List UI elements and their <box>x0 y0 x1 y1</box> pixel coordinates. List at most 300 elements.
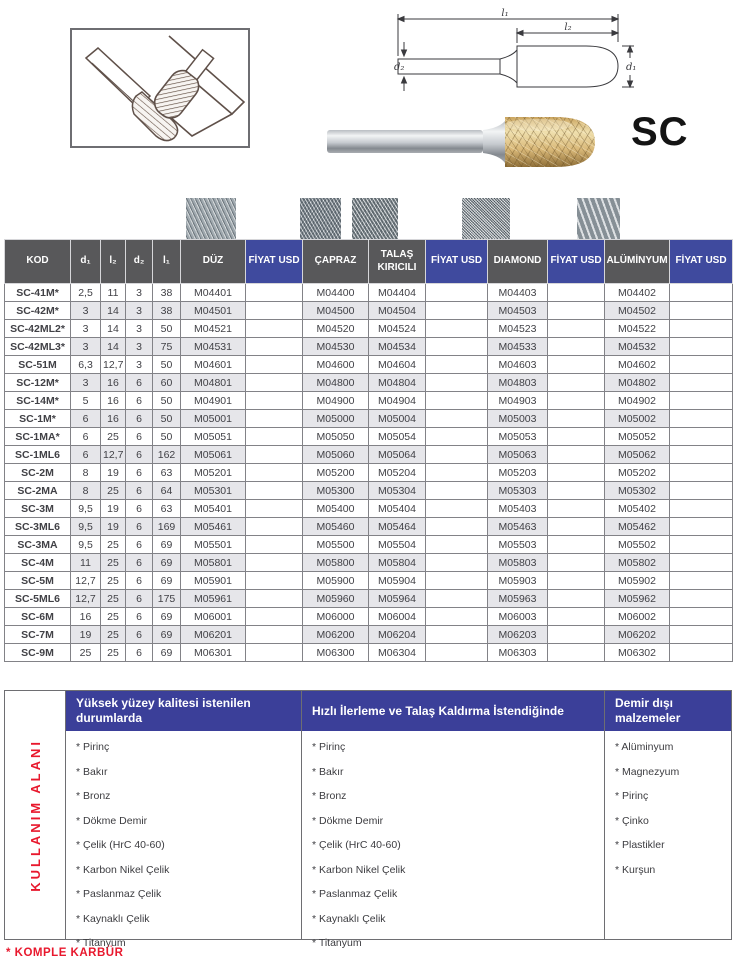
dimension-diagram <box>390 6 640 106</box>
cell-fiyat <box>246 374 303 392</box>
cell-fiyat <box>670 338 733 356</box>
cell-dim: 6 <box>126 518 153 536</box>
cell-fiyat <box>548 464 605 482</box>
cell-dim: 25 <box>101 482 126 500</box>
cell-code: M05061 <box>181 446 246 464</box>
dim-label-l1: l₁ <box>501 8 509 19</box>
table-row <box>5 626 733 644</box>
cell-fiyat <box>548 410 605 428</box>
cell-dim: 69 <box>153 608 181 626</box>
cell-dim: 60 <box>153 374 181 392</box>
cell-code: M04404 <box>369 284 426 302</box>
product-table <box>4 239 733 662</box>
cell-kod: SC-51M <box>5 356 71 374</box>
cell-code: M05301 <box>181 482 246 500</box>
cell-code: M06201 <box>181 626 246 644</box>
deburring-sketch-svg <box>72 30 248 146</box>
talas-kiricili-texture-thumbnail <box>352 198 398 239</box>
cell-fiyat <box>246 518 303 536</box>
table-row <box>5 644 733 662</box>
cell-code: M05901 <box>181 572 246 590</box>
cell-fiyat <box>670 428 733 446</box>
usage-item: * Bakır <box>76 765 108 778</box>
usage-item: * Karbon Nikel Çelik <box>312 863 406 876</box>
table-row <box>5 320 733 338</box>
cell-fiyat <box>548 554 605 572</box>
cell-code: M06300 <box>303 644 369 662</box>
usage-item-list <box>605 731 731 888</box>
cell-dim: 3 <box>71 320 101 338</box>
column-header-8: TALAŞ KIRICILI <box>369 240 426 284</box>
table-row <box>5 302 733 320</box>
cell-fiyat <box>246 572 303 590</box>
cell-code: M05003 <box>488 410 548 428</box>
cell-code: M05500 <box>303 536 369 554</box>
usage-item: * Magnezyum <box>615 765 680 778</box>
cell-dim: 6 <box>126 428 153 446</box>
cell-kod: SC-5M <box>5 572 71 590</box>
cell-dim: 3 <box>71 374 101 392</box>
cell-dim: 75 <box>153 338 181 356</box>
cell-dim: 14 <box>101 302 126 320</box>
usage-item: * Titanyum <box>76 937 126 949</box>
cell-dim: 9,5 <box>71 500 101 518</box>
cell-code: M05203 <box>488 464 548 482</box>
cell-kod: SC-42M* <box>5 302 71 320</box>
cell-dim: 25 <box>101 572 126 590</box>
column-header-3: d₂ <box>126 240 153 284</box>
cell-dim: 12,7 <box>101 356 126 374</box>
cell-fiyat <box>246 392 303 410</box>
cell-dim: 3 <box>71 302 101 320</box>
column-header-2: l₂ <box>101 240 126 284</box>
cell-code: M05964 <box>369 590 426 608</box>
cell-kod: SC-7M <box>5 626 71 644</box>
cell-code: M05463 <box>488 518 548 536</box>
cell-code: M06304 <box>369 644 426 662</box>
cell-dim: 6 <box>126 572 153 590</box>
duz-texture-thumbnail <box>186 198 236 239</box>
cell-dim: 6 <box>126 644 153 662</box>
cell-fiyat <box>426 464 488 482</box>
cell-fiyat <box>426 572 488 590</box>
cell-fiyat <box>548 536 605 554</box>
cell-code: M04503 <box>488 302 548 320</box>
cell-code: M04502 <box>605 302 670 320</box>
cell-fiyat <box>548 644 605 662</box>
cell-code: M05060 <box>303 446 369 464</box>
cell-fiyat <box>548 338 605 356</box>
cell-dim: 64 <box>153 482 181 500</box>
cell-kod: SC-42ML2* <box>5 320 71 338</box>
cell-code: M05962 <box>605 590 670 608</box>
cell-fiyat <box>670 302 733 320</box>
cell-code: M04533 <box>488 338 548 356</box>
cell-code: M04522 <box>605 320 670 338</box>
cell-fiyat <box>670 536 733 554</box>
usage-item: * Bronz <box>312 790 347 802</box>
cell-fiyat <box>426 536 488 554</box>
table-row <box>5 464 733 482</box>
cell-code: M04600 <box>303 356 369 374</box>
cell-fiyat <box>246 302 303 320</box>
usage-item: * Çelik (HrC 40-60) <box>76 839 165 851</box>
cell-dim: 25 <box>101 608 126 626</box>
cell-code: M05302 <box>605 482 670 500</box>
cell-fiyat <box>548 374 605 392</box>
cell-dim: 38 <box>153 302 181 320</box>
cell-fiyat <box>426 554 488 572</box>
cell-fiyat <box>548 482 605 500</box>
cell-kod: SC-1M* <box>5 410 71 428</box>
cell-dim: 11 <box>101 284 126 302</box>
sc-burr-product-photo <box>323 103 623 181</box>
cell-code: M04504 <box>369 302 426 320</box>
cell-kod: SC-12M* <box>5 374 71 392</box>
column-header-12: ALÜMİNYUM <box>605 240 670 284</box>
cell-fiyat <box>548 572 605 590</box>
cell-dim: 6 <box>126 626 153 644</box>
usage-item: * Pirinç <box>76 741 110 753</box>
cell-code: M05050 <box>303 428 369 446</box>
cell-fiyat <box>670 446 733 464</box>
usage-item: * Plastikler <box>615 839 665 851</box>
cell-fiyat <box>246 428 303 446</box>
table-row <box>5 284 733 302</box>
cell-code: M05802 <box>605 554 670 572</box>
cell-code: M05504 <box>369 536 426 554</box>
cell-dim: 25 <box>101 554 126 572</box>
usage-title-cell <box>5 691 66 939</box>
cell-fiyat <box>548 626 605 644</box>
usage-item: * Karbon Nikel Çelik <box>76 863 170 876</box>
cell-code: M05461 <box>181 518 246 536</box>
cell-code: M04501 <box>181 302 246 320</box>
table-row <box>5 428 733 446</box>
cell-dim: 25 <box>101 644 126 662</box>
dim-label-l2: l₂ <box>564 22 572 33</box>
usage-item: * Kurşun <box>615 863 656 876</box>
cell-code: M06301 <box>181 644 246 662</box>
cell-fiyat <box>246 608 303 626</box>
cell-dim: 19 <box>101 500 126 518</box>
cell-dim: 8 <box>71 464 101 482</box>
usage-item: * Paslanmaz Çelik <box>76 888 162 900</box>
cell-code: M05404 <box>369 500 426 518</box>
cell-dim: 3 <box>126 356 153 374</box>
cell-dim: 16 <box>71 608 101 626</box>
cell-code: M05503 <box>488 536 548 554</box>
cell-code: M05200 <box>303 464 369 482</box>
cell-code: M04500 <box>303 302 369 320</box>
cell-dim: 19 <box>101 518 126 536</box>
table-header-row <box>5 240 733 284</box>
column-header-13: FİYAT USD <box>670 240 733 284</box>
usage-item: * Dökme Demir <box>76 814 148 827</box>
cell-kod: SC-3ML6 <box>5 518 71 536</box>
capraz-texture-thumbnail <box>300 198 341 239</box>
cell-fiyat <box>426 338 488 356</box>
cell-dim: 6 <box>126 410 153 428</box>
table-row <box>5 356 733 374</box>
cell-fiyat <box>246 644 303 662</box>
cell-dim: 50 <box>153 392 181 410</box>
cell-code: M04903 <box>488 392 548 410</box>
table-row <box>5 446 733 464</box>
cell-dim: 16 <box>101 374 126 392</box>
column-header-9: FİYAT USD <box>426 240 488 284</box>
cell-kod: SC-2MA <box>5 482 71 500</box>
cell-fiyat <box>548 446 605 464</box>
cell-dim: 25 <box>101 626 126 644</box>
usage-item-list <box>302 731 604 962</box>
table-row <box>5 410 733 428</box>
cell-dim: 9,5 <box>71 536 101 554</box>
cell-code: M05800 <box>303 554 369 572</box>
cell-code: M05002 <box>605 410 670 428</box>
cell-code: M05501 <box>181 536 246 554</box>
usage-item: * Alüminyum <box>615 741 674 753</box>
column-header-7: ÇAPRAZ <box>303 240 369 284</box>
cell-code: M05460 <box>303 518 369 536</box>
cell-dim: 16 <box>101 392 126 410</box>
cell-dim: 50 <box>153 320 181 338</box>
cell-fiyat <box>426 590 488 608</box>
cell-dim: 69 <box>153 644 181 662</box>
cell-dim: 69 <box>153 572 181 590</box>
cell-fiyat <box>548 356 605 374</box>
cell-fiyat <box>670 644 733 662</box>
cell-code: M05300 <box>303 482 369 500</box>
usage-item: * Çelik (HrC 40-60) <box>312 839 401 851</box>
cell-code: M05054 <box>369 428 426 446</box>
cell-fiyat <box>670 320 733 338</box>
cell-code: M05402 <box>605 500 670 518</box>
cell-dim: 169 <box>153 518 181 536</box>
product-code-label: SC <box>631 110 689 154</box>
cell-fiyat <box>426 482 488 500</box>
cell-fiyat <box>246 554 303 572</box>
dim-label-d2: d₂ <box>394 62 405 73</box>
cell-fiyat <box>548 518 605 536</box>
cell-fiyat <box>426 392 488 410</box>
cell-code: M04521 <box>181 320 246 338</box>
cell-code: M05904 <box>369 572 426 590</box>
cell-dim: 25 <box>71 644 101 662</box>
column-header-5: DÜZ <box>181 240 246 284</box>
cell-dim: 14 <box>101 320 126 338</box>
column-header-1: d₁ <box>71 240 101 284</box>
cell-code: M04403 <box>488 284 548 302</box>
cell-fiyat <box>426 356 488 374</box>
cell-code: M05403 <box>488 500 548 518</box>
cell-fiyat <box>670 482 733 500</box>
cell-code: M05903 <box>488 572 548 590</box>
cell-code: M05400 <box>303 500 369 518</box>
cell-code: M05202 <box>605 464 670 482</box>
cell-dim: 2,5 <box>71 284 101 302</box>
cell-code: M05303 <box>488 482 548 500</box>
cell-dim: 50 <box>153 356 181 374</box>
cell-code: M06004 <box>369 608 426 626</box>
table-row <box>5 518 733 536</box>
cell-fiyat <box>246 464 303 482</box>
cell-fiyat <box>548 608 605 626</box>
cell-dim: 6 <box>126 500 153 518</box>
cell-kod: SC-5ML6 <box>5 590 71 608</box>
cell-code: M04802 <box>605 374 670 392</box>
cell-fiyat <box>426 518 488 536</box>
table-row <box>5 590 733 608</box>
cell-code: M04530 <box>303 338 369 356</box>
cell-code: M05803 <box>488 554 548 572</box>
cell-fiyat <box>670 500 733 518</box>
cell-fiyat <box>670 572 733 590</box>
cell-fiyat <box>670 392 733 410</box>
cell-code: M06200 <box>303 626 369 644</box>
usage-item: * Titanyum <box>312 937 362 949</box>
cell-code: M04601 <box>181 356 246 374</box>
cell-code: M05401 <box>181 500 246 518</box>
dim-label-d1: d₁ <box>626 62 637 73</box>
cell-fiyat <box>246 536 303 554</box>
cell-kod: SC-4M <box>5 554 71 572</box>
usage-item: * Çinko <box>615 814 649 827</box>
cell-fiyat <box>246 500 303 518</box>
cell-kod: SC-3MA <box>5 536 71 554</box>
cell-code: M06003 <box>488 608 548 626</box>
cell-dim: 3 <box>71 338 101 356</box>
cell-code: M05004 <box>369 410 426 428</box>
usage-column-fast-removal <box>302 691 605 949</box>
cell-dim: 69 <box>153 626 181 644</box>
cell-code: M04523 <box>488 320 548 338</box>
usage-title: KULLANIM ALANI <box>27 738 43 892</box>
cell-dim: 12,7 <box>101 446 126 464</box>
cell-fiyat <box>246 410 303 428</box>
cell-code: M05464 <box>369 518 426 536</box>
cell-code: M05053 <box>488 428 548 446</box>
cell-dim: 38 <box>153 284 181 302</box>
cell-dim: 50 <box>153 428 181 446</box>
cell-dim: 3 <box>126 284 153 302</box>
cell-dim: 6 <box>126 392 153 410</box>
cell-code: M05804 <box>369 554 426 572</box>
cell-dim: 162 <box>153 446 181 464</box>
table-row <box>5 374 733 392</box>
cell-dim: 6 <box>71 446 101 464</box>
table-row <box>5 572 733 590</box>
aluminyum-texture-thumbnail <box>577 198 620 239</box>
cell-kod: SC-1ML6 <box>5 446 71 464</box>
column-header-6: FİYAT USD <box>246 240 303 284</box>
cell-kod: SC-41M* <box>5 284 71 302</box>
usage-column-non-ferrous <box>605 691 731 939</box>
cell-code: M06002 <box>605 608 670 626</box>
cell-fiyat <box>246 338 303 356</box>
cell-kod: SC-6M <box>5 608 71 626</box>
usage-item: * Kaynaklı Çelik <box>312 912 386 925</box>
column-header-10: DIAMOND <box>488 240 548 284</box>
table-row <box>5 392 733 410</box>
cell-code: M06000 <box>303 608 369 626</box>
cell-kod: SC-1MA* <box>5 428 71 446</box>
cell-fiyat <box>548 302 605 320</box>
usage-column-header: Yüksek yüzey kalitesi istenilen durumlarda <box>66 691 301 731</box>
cell-code: M04801 <box>181 374 246 392</box>
diamond-texture-thumbnail <box>462 198 510 239</box>
cell-fiyat <box>246 590 303 608</box>
cell-code: M05900 <box>303 572 369 590</box>
cell-dim: 12,7 <box>71 572 101 590</box>
column-header-11: FİYAT USD <box>548 240 605 284</box>
cell-code: M06302 <box>605 644 670 662</box>
cell-code: M04401 <box>181 284 246 302</box>
cell-fiyat <box>426 374 488 392</box>
cell-fiyat <box>670 518 733 536</box>
cell-dim: 69 <box>153 554 181 572</box>
usage-item-list <box>66 731 301 962</box>
cell-code: M04524 <box>369 320 426 338</box>
cell-fiyat <box>426 644 488 662</box>
usage-item: * Kaynaklı Çelik <box>76 912 150 925</box>
cell-code: M04534 <box>369 338 426 356</box>
cell-fiyat <box>426 284 488 302</box>
cell-code: M06203 <box>488 626 548 644</box>
cell-dim: 19 <box>71 626 101 644</box>
cell-code: M05801 <box>181 554 246 572</box>
table-row <box>5 536 733 554</box>
cell-dim: 6 <box>126 590 153 608</box>
cell-dim: 25 <box>101 536 126 554</box>
cell-dim: 11 <box>71 554 101 572</box>
cell-fiyat <box>246 320 303 338</box>
cell-code: M05052 <box>605 428 670 446</box>
cell-code: M05001 <box>181 410 246 428</box>
cell-fiyat <box>426 446 488 464</box>
cell-fiyat <box>426 428 488 446</box>
cell-dim: 25 <box>101 428 126 446</box>
cell-fiyat <box>670 590 733 608</box>
table-row <box>5 500 733 518</box>
cell-code: M04402 <box>605 284 670 302</box>
cell-dim: 3 <box>126 338 153 356</box>
cell-fiyat <box>670 284 733 302</box>
cell-code: M06204 <box>369 626 426 644</box>
cell-code: M04804 <box>369 374 426 392</box>
cell-dim: 63 <box>153 500 181 518</box>
cell-fiyat <box>548 284 605 302</box>
cell-code: M05000 <box>303 410 369 428</box>
cell-code: M05960 <box>303 590 369 608</box>
cell-code: M06202 <box>605 626 670 644</box>
cell-dim: 6 <box>126 554 153 572</box>
cell-code: M05304 <box>369 482 426 500</box>
cell-code: M05201 <box>181 464 246 482</box>
cell-dim: 6 <box>126 608 153 626</box>
cell-fiyat <box>426 320 488 338</box>
cell-fiyat <box>426 608 488 626</box>
cell-fiyat <box>246 284 303 302</box>
cell-code: M05462 <box>605 518 670 536</box>
usage-item: * Pirinç <box>615 790 649 802</box>
cell-fiyat <box>246 482 303 500</box>
cell-dim: 6 <box>71 410 101 428</box>
cell-dim: 5 <box>71 392 101 410</box>
cell-dim: 63 <box>153 464 181 482</box>
cell-fiyat <box>670 464 733 482</box>
cell-dim: 9,5 <box>71 518 101 536</box>
